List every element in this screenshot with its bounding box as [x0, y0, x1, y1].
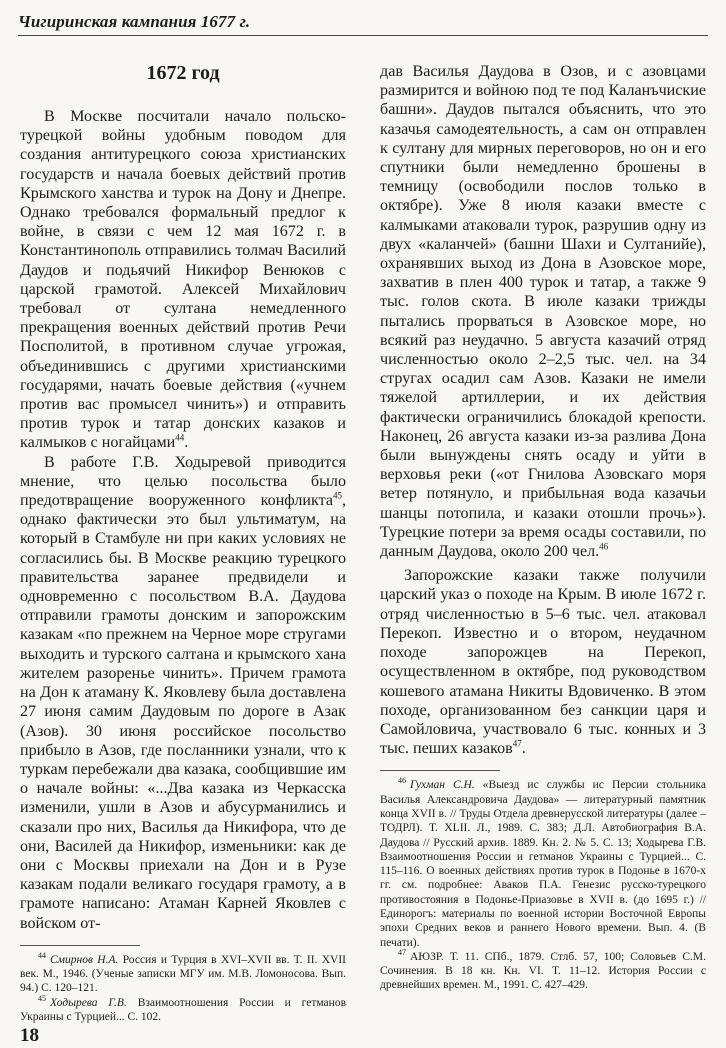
paragraph-2: В работе Г.В. Ходыревой приводится мнение, что целью посольства было предотвращение вооруженного конфликта$^{45}$, однако фактически это был ультиматум, на который в Стамбуле ни при каких условиях не согласились бы. В Москве реакцию турецкого правительства заранее предвидели и одновременно с посольством В.А. Даудова отправили грамоты донским и запорожским казакам «по прежнем на Черное море стругами выходить и турского салтана и крымского хана жителем разоренье чинить». Причем грамота на Дон к атаману К. Яковлеву была доставлена 27 июня самим Даудовым по дороге в Азак (Азов). 30 июня российское посольство прибыло в Азов, где посланники узнали, что к туркам перебежали два казака, сообщившие им о начале войны: «...Два казака из Черкасска изменили, ушли в Азов и абусурманились и сказали про них, Василья да Никифора, что де они, Василей да Никифор, изменьники: как де они с Москвы приехали на Дон и в Рузе казакам подали великаго государя грамоту, а в грамоте написано: Атаман Карней Яковлев с войском от-: [20, 453, 346, 932]
right-column: [380, 62, 706, 993]
running-header: [18, 8, 708, 38]
footnote-47: $^{47}$ АЮЗР. Т. 11. СПб., 1879. Стлб. 57, 100; Соловьев С.М. Сочинения. В 18 кн. Кн. VI. Т. 11–12. История России с древнейших времен. М., 1991. С. 427–429.: [380, 948, 706, 992]
running-title: Чигиринская кампания 1677 г.: [18, 12, 251, 31]
paragraph-4: Запорожские казаки также получили царский указ о походе на Крым. В июле 1672 г. отряд численностью в 5–6 тыс. чел. атаковал Перекоп. Известно и о втором, неудачном походе запорожцев на Перекоп, осуществленном в октябре, под руководством кошевого атамана Никиты Вдовиченко. В этом походе, организованном без санкции царя и Самойловича, участвовало 6 тыс. конных и 3 тыс. пеших казаков$^{47}$.: [380, 567, 706, 758]
footnote-ref-44[interactable]: 44: [175, 433, 185, 444]
footnote-45: $^{45}$ Ходырева Г.В. Взаимоотношения России и гетманов Украины с Турцией... С. 102.: [20, 993, 346, 1023]
footnote-ref-45[interactable]: 45: [332, 490, 342, 501]
page-number: 18: [20, 1025, 39, 1046]
footnote-44: $^{44}$ Смирнов Н.А. Россия и Турция в XVI–XVII вв. Т. II. XVII век. М., 1946. (Ученые записки МГУ им. М.В. Ломоносова. Вып. 94.) С. 120–121.: [20, 950, 346, 995]
footnote-separator: [20, 945, 140, 946]
footnote-46: $^{46}$ Гухман С.Н. «Выезд ис службы ис Персии стольника Василья Александровича Даудова» — литературный памятник конца XVII в. // Труды Отдела древнерусской литературы (далее – ТОДРЛ). Т. XLII. Л., 1989. С. 383; Д.Л. Автобиография В.А. Даудова // Русский архив. 1889. Кн. 2. № 5. С. 13; Ходырева Г.В. Взаимоотношения России и гетманов Украины с Турцией... С. 115–116. О военных действиях против турок в Подонье в 1670-х гг. см. подробнее: Аваков П.А. Генезис русско-турецкого противостояния в Подонье-Приазовье в XVII в. (до 1695 г.) // Единорогъ: материалы по военной истории Восточной Европы эпохи Средних веков и раннего Нового времени. Вып. 4. (В печати).: [380, 776, 706, 949]
paragraph-3: дав Василья Даудова в Озов, и с азовцами размирится и войною под те под Каланъчиские башни». Даудов пытался объяснить, что это казачья самодеятельность, а сам он отправлен к султану для мирных переговоров, но он и его спутники были немедленно брошены в темницу (освободили послов только в октябре). Уже 8 июля казаки вместе с калмыками атаковали турок, разрушив одну из двух «каланчей» (башни Шахи и Султанийе), охранявших выход из Дона в Азовское море, захватив в плен 400 турок и татар, а также 9 тыс. голов скота. В июле казаки трижды пытались прорваться в Азовское море, но всякий раз неудачно. 5 августа казачий отряд численностью около 2–2,5 тыс. чел. на 34 стругах осадил сам Азов. Казаки не имели тяжелой артиллерии, и их действия фактически ограничились блокадой крепости. Наконец, 26 августа казаки из-за разлива Дона были вынуждены снять осаду и уйти в верховья реки («от Гнилова Азовскаго моря ветер потянуло, и прибыльная вода казачьи шанцы потопила, и казаки отошли прочь»). Турецкие потери за время осады составили, по данным Даудова, около 200 чел.$^{46}$: [380, 63, 706, 561]
paragraph-1: В Москве посчитали начало польско-турецкой войны удобным поводом для создания антитурецкого союза христианских государств и начала боевых действий против Крымского ханства и турок на Дону и Днепре. Однако требовался формальный предлог к войне, в связи с чем 12 мая 1672 г. в Константинополь отправились толмач Василий Даудов и подьячий Никифор Венюков с царской грамотой. Алексей Михайлович требовал от султана немедленного прекращения военных действий против Речи Посполитой, в противном случае угрожая, объединившись с другими христианскими государями, начать боевые действия («учнем против вас промысел чинить») и отправить против турок и татар донских казаков и калмыков с ногайцами$^{44}$.: [20, 108, 346, 452]
footnote-ref-46[interactable]: 46: [599, 541, 609, 552]
header-rule: [18, 35, 708, 36]
section-title: 1672 год: [146, 62, 220, 84]
left-column: [20, 52, 346, 1024]
footnote-separator: [380, 770, 500, 771]
footnote-ref-47[interactable]: 47: [512, 738, 522, 749]
